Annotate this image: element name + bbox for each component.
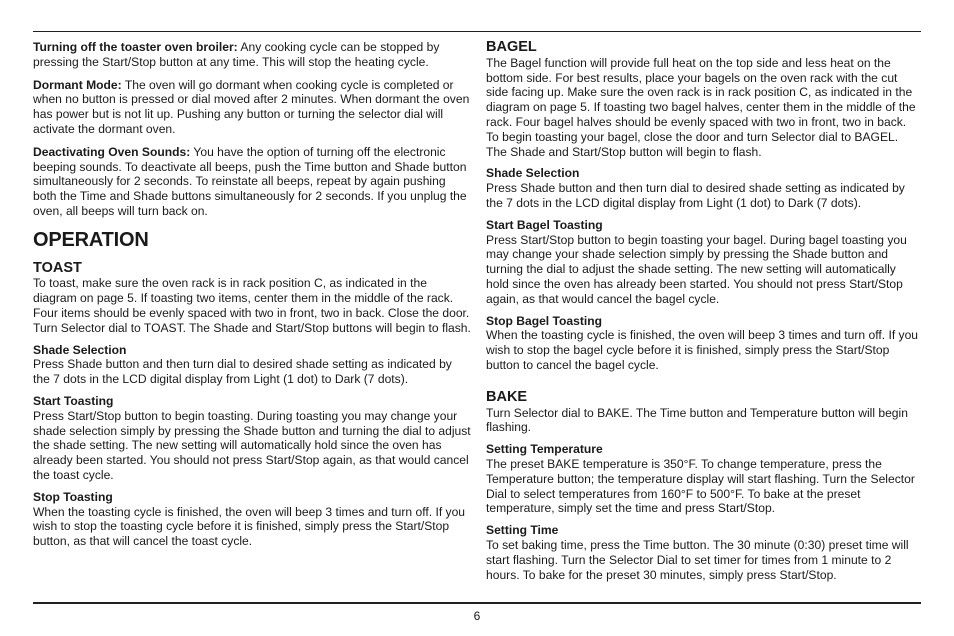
dormant-text: The oven will go dormant when cooking cycle is completed or when no button is pressed or dial moved after 2 minutes. When dormant the oven has power but is not lit up. Pushing any button or turning the selector dial will activate the dormant oven. xyxy=(33,77,470,136)
operation-heading: OPERATION xyxy=(33,228,149,251)
bake-intro: Turn Selector dial to BAKE. The Time button and Temperature button will begin flashing. xyxy=(486,405,908,435)
broiler-text: Any cooking cycle can be stopped by pressing the Start/Stop button at any time. This will stop the heating cycle. xyxy=(33,40,440,69)
toast-stop-text: When the toasting cycle is finished, the oven will beep 3 times and turn off. If you wish to stop the toasting cycle before it is finished, simply press the Start/Stop button, as that will cancel the toast cycle. xyxy=(33,504,466,549)
bagel-shade-text: Press Shade button and then turn dial to desired shade setting as indicated by the 7 dots in the LCD digital display from Light (1 dot) to Dark (7 dots). xyxy=(486,181,905,210)
section-gap xyxy=(486,380,922,390)
dormant-lead: Dormant Mode: xyxy=(33,77,122,92)
bake-time-text: To set baking time, press the Time button. The 30 minute (0:30) preset time will start flashing. Turn the Selector Dial to set timer for times from 1 minute to 2 hours. To bake for the preset 30 minutes, simply press Start/Stop. xyxy=(486,537,909,582)
top-rule xyxy=(33,31,921,32)
bake-temp-heading: Setting Temperature xyxy=(486,442,603,457)
broiler-lead: Turning off the toaster oven broiler: xyxy=(33,40,238,54)
bottom-rule xyxy=(33,602,921,604)
bake-time-heading: Setting Time xyxy=(486,523,559,538)
page-number: 6 xyxy=(473,609,481,623)
toast-start-text: Press Start/Stop button to begin toasting. During toasting you may change your shade selection simply by pressing the Shade button and turning the dial to adjust the shade setting. The new setting will automatically hold since the oven has already been started. You should not press Start/Stop again, as that would cancel the toast cycle. xyxy=(33,408,471,482)
toast-start-heading: Start Toasting xyxy=(33,393,114,408)
bake-heading: BAKE xyxy=(486,388,528,405)
toast-intro: To toast, make sure the oven rack is in rack position C, as indicated in the diagram on page 5. If toasting two items, center them in the middle of the rack. Four items should be evenly spaced with two in front, two in back. Close the door. Turn Selector dial to TOAST. The Shade and Start/Stop buttons will begin to flash. xyxy=(33,276,471,335)
toast-heading: TOAST xyxy=(33,259,82,276)
sounds-lead: Deactivating Oven Sounds: xyxy=(33,144,191,159)
right-column xyxy=(486,40,922,589)
bagel-start-heading: Start Bagel Toasting xyxy=(486,217,603,232)
sounds-text: You have the option of turning off the electronic beeping sounds. To deactivate all beeps, push the Time button and Shade button simultaneously for 2 seconds. To reinstate all beeps, repeat by again pushing both the Time and Shade buttons simultaneously for 2 seconds. If you unplug the oven, all beeps will turn back on. xyxy=(33,144,467,218)
toast-shade-heading: Shade Selection xyxy=(33,342,127,357)
bagel-start-text: Press Start/Stop button to begin toasting your bagel. During bagel toasting you may change your shade selection simply by pressing the Shade button and turning the dial to adjust the shade setting. The new setting will automatically hold since the oven has already been started. You should not press Start/Stop again, as that would cancel the bagel cycle. xyxy=(486,232,907,306)
bake-temp-text: The preset BAKE temperature is 350°F. To change temperature, press the Temperature button; the temperature display will start flashing. Turn the Selector Dial to select temperatures from 160°F to 500°F. To bake at the preset temperature, simply set the time and press Start/Stop. xyxy=(486,456,915,516)
bagel-intro: The Bagel function will provide full heat on the top side and less heat on the bottom side. For best results, place your bagels on the oven rack with the cut side facing up. Make sure the oven rack is in rack position C, as indicated in the diagram on page 5. If toasting two bagel halves, center them in the middle of the rack. Four bagel halves should be evenly spaced with two in front, two in back. To begin toasting your bagel, close the door and turn Selector dial to BAGEL. The Shade and Start/Stop button will begin to flash. xyxy=(486,55,916,159)
bagel-heading: BAGEL xyxy=(486,39,537,55)
broiler-paragraph xyxy=(33,40,471,70)
bagel-shade-heading: Shade Selection xyxy=(486,166,580,181)
toast-shade-text: Press Shade button and then turn dial to desired shade setting as indicated by the 7 dots in the LCD digital display from Light (1 dot) to Dark (7 dots). xyxy=(33,357,452,387)
bagel-stop-text: When the toasting cycle is finished, the oven will beep 3 times and turn off. If you wish to stop the bagel cycle before it is finished, simply press the Start/Stop button to cancel the bagel cycle. xyxy=(486,328,919,372)
left-column xyxy=(33,40,471,556)
bagel-stop-heading: Stop Bagel Toasting xyxy=(486,313,603,328)
toast-stop-heading: Stop Toasting xyxy=(33,489,113,504)
dormant-paragraph xyxy=(33,78,471,137)
sounds-paragraph xyxy=(33,145,471,219)
